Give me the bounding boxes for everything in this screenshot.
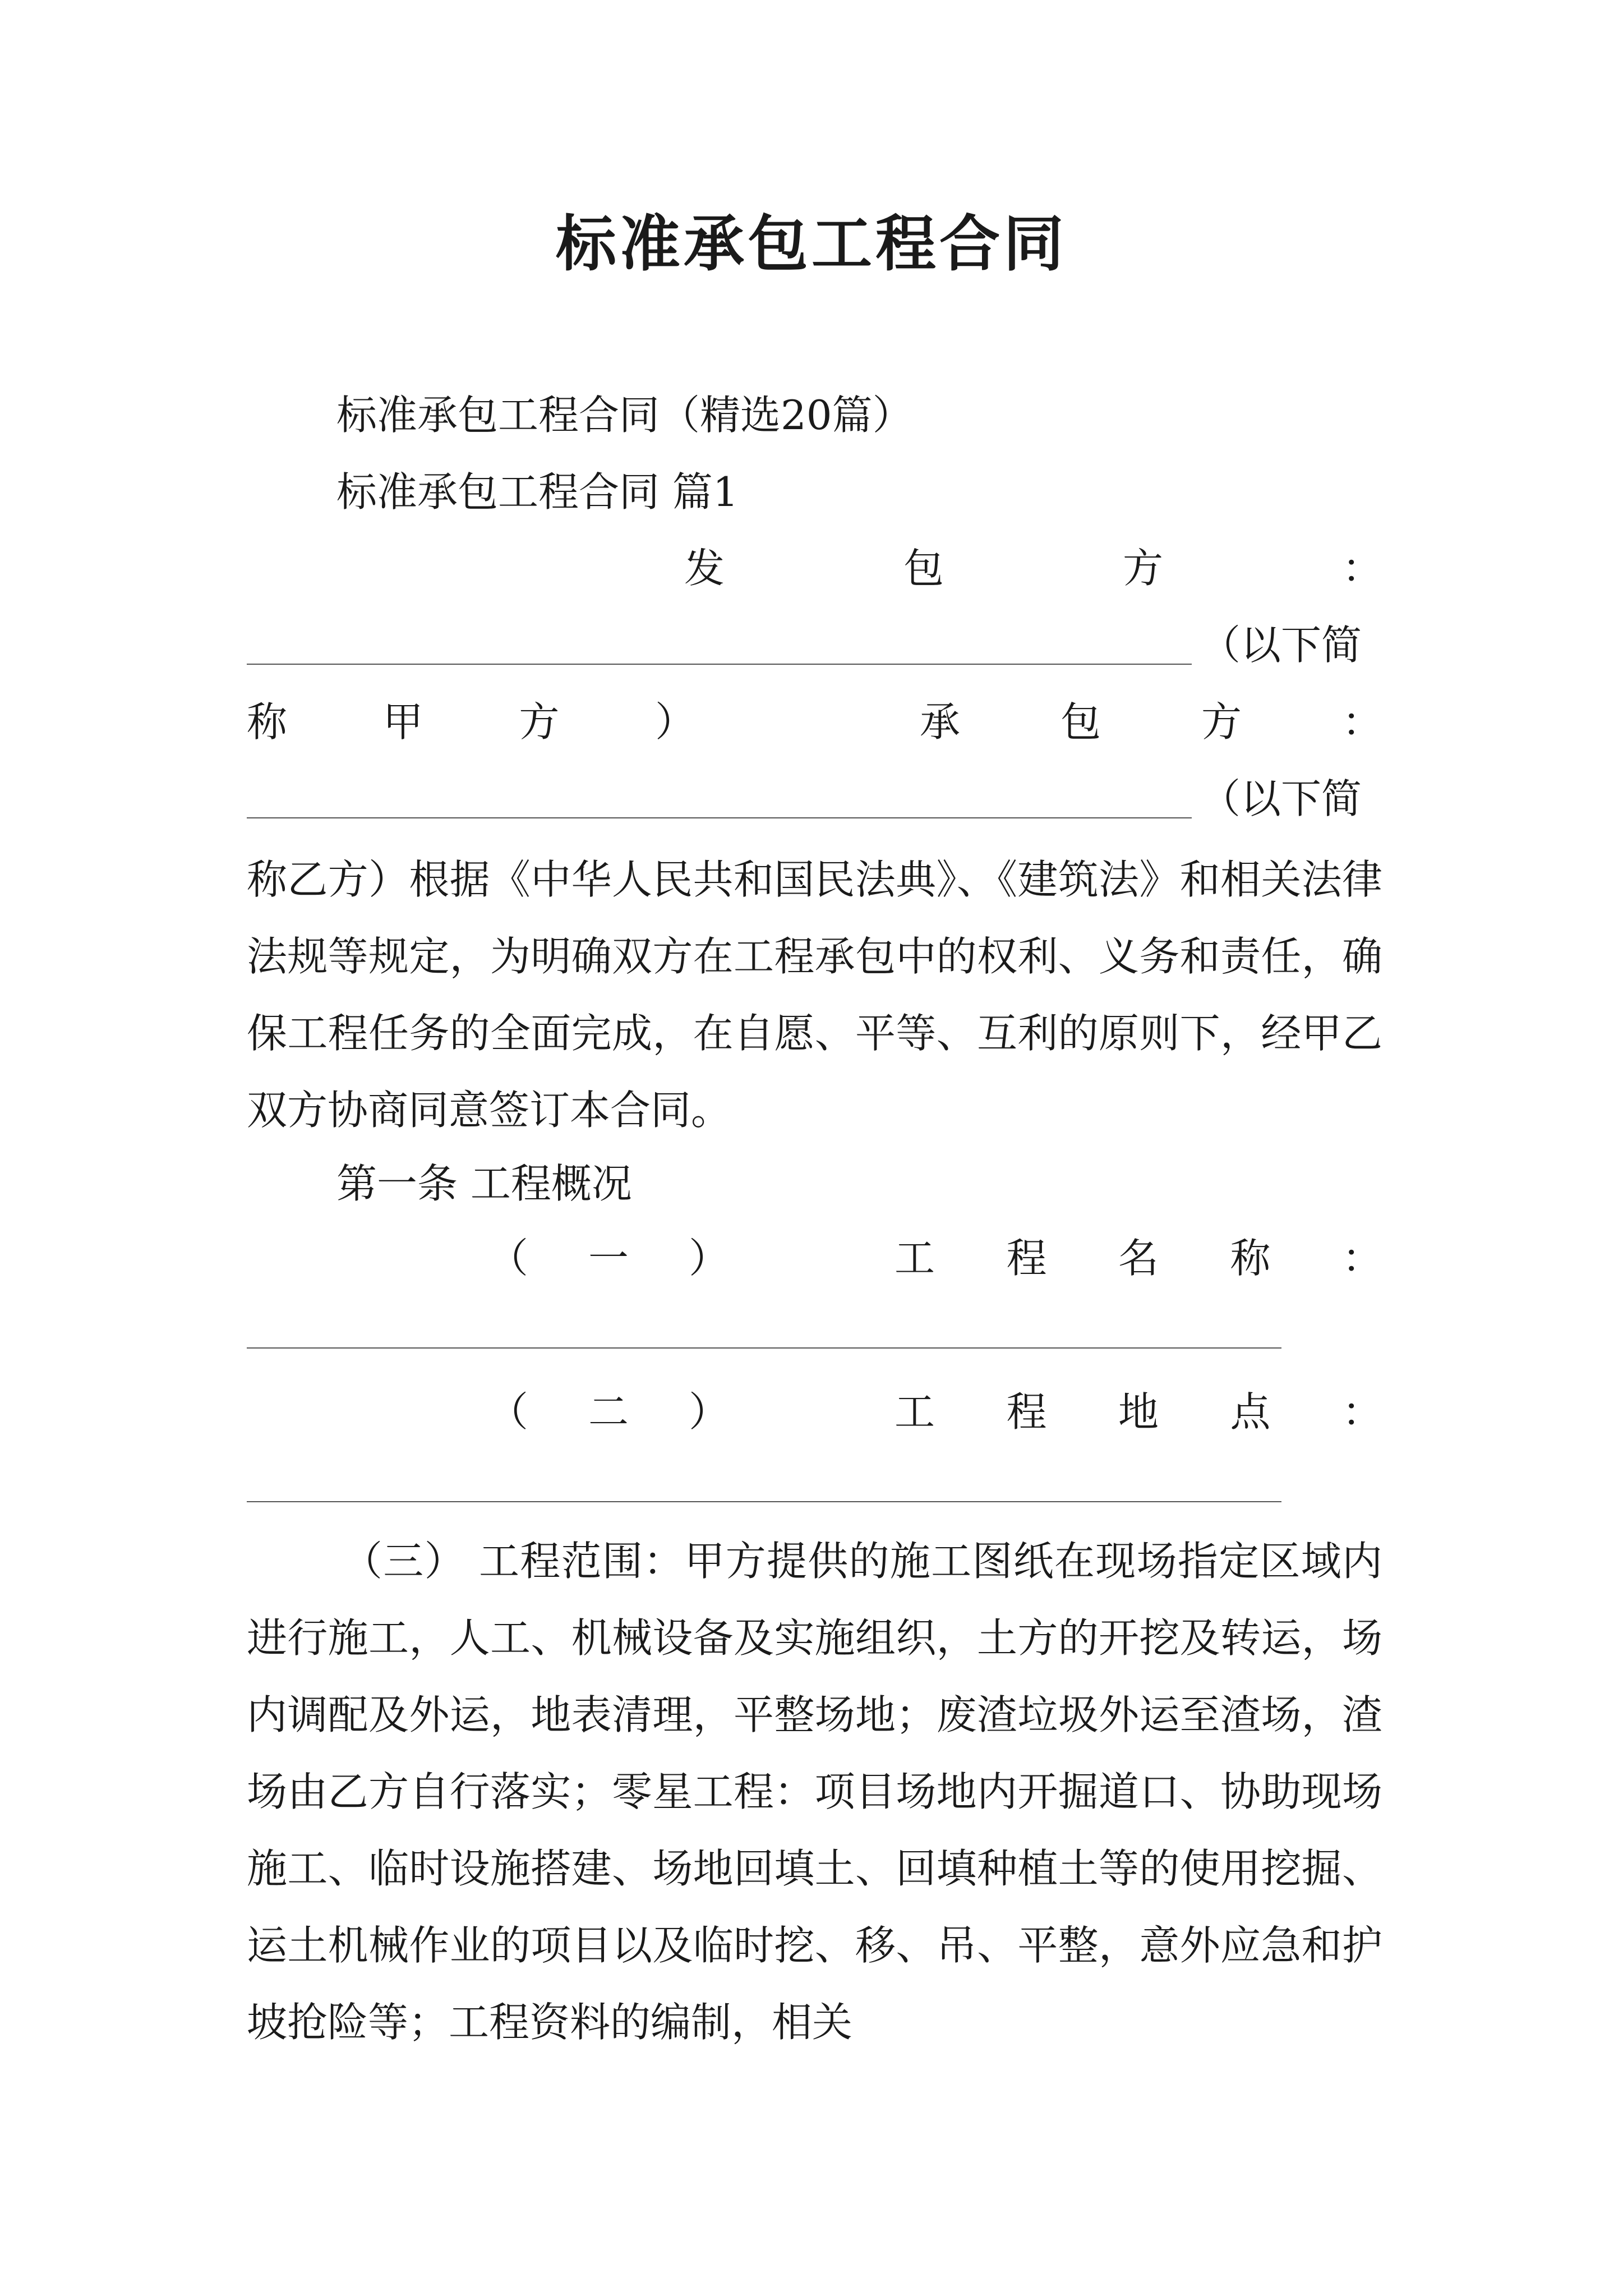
party-a-continuation-char: 称 — [247, 698, 288, 746]
party-b-blank-line — [247, 817, 1192, 818]
party-a-char: 包 — [903, 545, 944, 592]
intro-paragraph: 称乙方）根据《中华人民共和国民法典》、《建筑法》和相关法律法规等规定，为明确双方在工程承包中的权利、义务和责任，确保工程任务的全面完成，在自愿、平等、互利的原则下，经甲乙双方协商同意签订本合同。 — [247, 856, 1382, 1134]
item-2-number-char: （ — [488, 1388, 529, 1435]
section-heading: 标准承包工程合同 篇1 — [336, 468, 739, 516]
item-3-paragraph: （三） 工程范围：甲方提供的施工图纸在现场指定区域内进行施工，人工、机械设备及实施组织，土方的开挖及转运，场内调配及外运，地表清理，平整场地；废渣垃圾外运至渣场，渣场由乙方自行落实；零星工程：项目场地内开掘道口、协助现场施工、临时设施搭建、场地回填土、回填种植土等的使用挖掘、运土机械作业的项目以及临时挖、移、吊、平整，意外应急和护坡抢险等；工程资料的编制，相关 — [247, 1538, 1382, 2046]
party-a-continuation — [247, 694, 695, 750]
item-2-label-char: 地 — [1118, 1388, 1159, 1435]
item-2-number-char: 二 — [588, 1388, 629, 1435]
party-a-char: 方 — [1122, 545, 1163, 592]
item-2-label — [895, 1384, 1382, 1440]
item-1-label-char: 称 — [1230, 1235, 1271, 1282]
party-a-char: ： — [1341, 545, 1382, 592]
item-2-label-char: 点 — [1230, 1388, 1271, 1435]
item-1-label — [895, 1230, 1382, 1286]
party-b-char: ： — [1341, 698, 1382, 746]
item-2-label-char: ： — [1341, 1388, 1382, 1435]
item-1-blank-line — [247, 1347, 1281, 1349]
article-1-heading: 第一条 工程概况 — [336, 1160, 632, 1207]
party-b-char: 包 — [1060, 698, 1101, 746]
item-1-label-char: 名 — [1118, 1235, 1159, 1282]
item-2-number-char: ） — [688, 1388, 729, 1435]
item-1-number-char: ） — [688, 1235, 729, 1282]
item-2-label-char: 工 — [895, 1388, 935, 1435]
item-2-blank-line — [247, 1501, 1281, 1502]
item-1-number-char: （ — [488, 1235, 529, 1282]
party-a-continuation-char: ） — [654, 698, 695, 746]
party-a-char: 发 — [684, 545, 725, 592]
party-a-suffix: （以下简 — [1200, 622, 1362, 669]
party-b-label — [920, 694, 1382, 750]
item-1-label-char: 工 — [895, 1235, 935, 1282]
party-b-suffix: （以下简 — [1200, 775, 1362, 822]
item-1-label-char: ： — [1341, 1235, 1382, 1282]
document-subtitle: 标准承包工程合同（精选20篇） — [336, 392, 913, 439]
party-a-label — [684, 540, 1382, 596]
party-b-char: 方 — [1201, 698, 1242, 746]
party-b-char: 承 — [920, 698, 961, 746]
item-1-number-char: 一 — [588, 1235, 629, 1282]
item-1-label-char: 程 — [1006, 1235, 1047, 1282]
party-a-blank-line — [247, 664, 1192, 665]
document-title: 标准承包工程合同 — [555, 209, 1067, 279]
party-a-continuation-char: 甲 — [382, 698, 423, 746]
item-2-label-char: 程 — [1006, 1388, 1047, 1435]
item-1-number — [488, 1230, 729, 1286]
party-a-continuation-char: 方 — [519, 698, 560, 746]
item-2-number — [488, 1384, 729, 1440]
